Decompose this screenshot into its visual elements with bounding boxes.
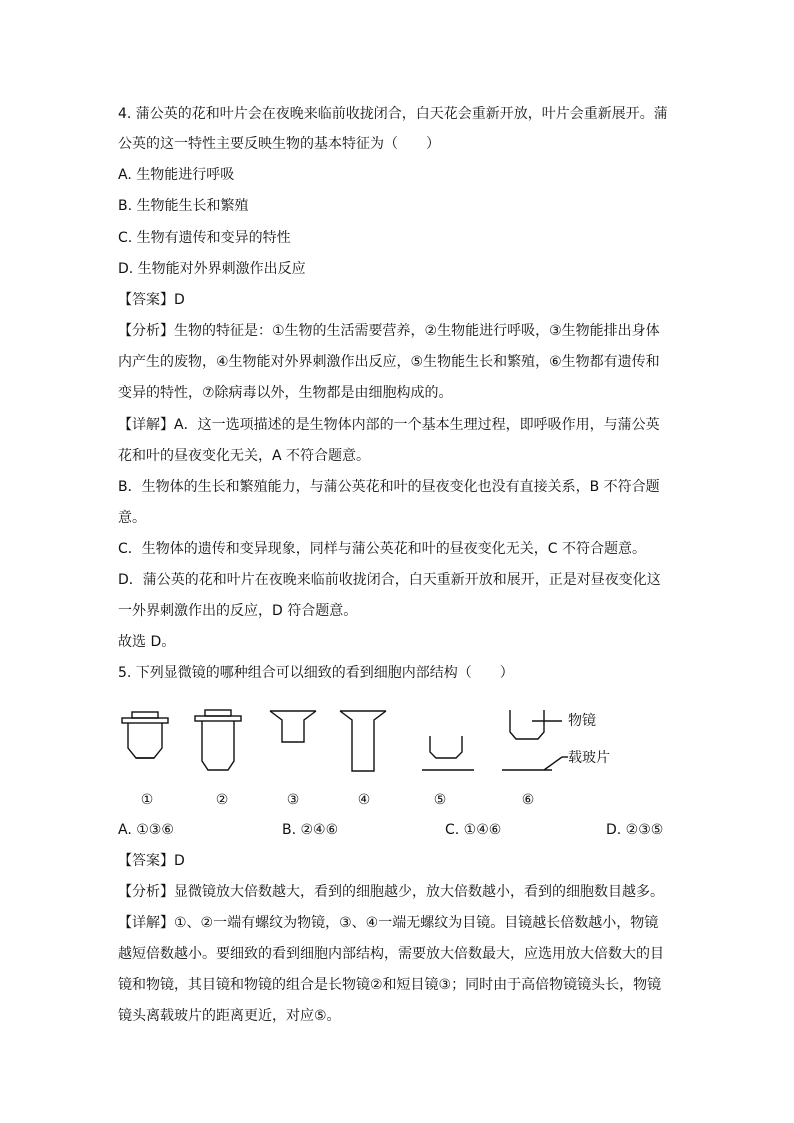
figure-number-4: ④	[357, 792, 371, 808]
q5-detail-line3: 镜和物镜，其目镜和物镜的组合是长物镜②和短目镜③；同时由于高倍物镜镜头长，物镜	[118, 977, 662, 993]
q4-detail-line5: C．生物体的遗传和变异现象，同样与蒲公英花和叶的昼夜变化无关，C 不符合题意。	[118, 541, 646, 557]
figure-number-1: ①	[140, 792, 154, 808]
q5-option-a: A. ①③⑥	[118, 822, 174, 838]
q4-analysis-line3: 变异的特性，⑦除病毒以外，生物都是由细胞构成的。	[118, 385, 453, 401]
q4-stem-line1: 4. 蒲公英的花和叶片会在夜晚来临前收拢闭合，白天花会重新开放，叶片会重新展开。蒲	[118, 106, 668, 122]
objective-slide-5-icon	[422, 736, 474, 770]
label-slide: 载玻片	[568, 750, 610, 766]
q5-detail-line4: 镜头离载玻片的距离更近，对应⑤。	[118, 1008, 341, 1024]
eyepiece-4-icon	[340, 711, 386, 771]
objective-lens-1-icon	[122, 712, 168, 758]
q4-detail-line1: 【详解】A．这一选项描述的是生物体内部的一个基本生理过程，即呼吸作用，与蒲公英	[118, 417, 660, 433]
q4-option-c: C. 生物有遗传和变异的特性	[118, 230, 291, 246]
figure-number-2: ②	[215, 792, 229, 808]
figure-number-5: ⑤	[433, 792, 447, 808]
microscope-lens-figure	[100, 700, 660, 812]
q4-analysis-line1: 【分析】生物的特征是：①生物的生活需要营养，②生物能进行呼吸，③生物能排出身体	[118, 323, 660, 339]
figure-number-6: ⑥	[521, 792, 535, 808]
objective-slide-6-icon	[502, 710, 568, 770]
q4-detail-line7: 一外界刺激作出的反应，D 符合题意。	[118, 603, 358, 619]
q5-option-d: D. ②③⑤	[606, 822, 664, 838]
q4-conclusion: 故选 D。	[118, 634, 176, 650]
q4-option-d: D. 生物能对外界刺激作出反应	[118, 261, 306, 277]
q5-detail-line2: 越短倍数越小。要细致的看到细胞内部结构，需要放大倍数最大，应选用放大倍数大的目	[118, 946, 664, 962]
objective-lens-2-icon	[195, 710, 241, 770]
q5-option-c: C. ①④⑥	[445, 822, 502, 838]
q4-option-b: B. 生物能生长和繁殖	[118, 198, 249, 214]
q4-answer: 【答案】D	[118, 292, 185, 308]
label-objective: 物镜	[568, 713, 596, 729]
q4-option-a: A. 生物能进行呼吸	[118, 167, 235, 183]
figure-number-3: ③	[286, 792, 300, 808]
q4-detail-line3: B．生物体的生长和繁殖能力，与蒲公英花和叶的昼夜变化也没有直接关系，B 不符合题	[118, 479, 660, 495]
q4-detail-line6: D．蒲公英的花和叶片在夜晚来临前收拢闭合，白天重新开放和展开，正是对昼夜变化这	[118, 572, 661, 588]
q4-detail-line4: 意。	[118, 510, 146, 526]
q4-analysis-line2: 内产生的废物，④生物能对外界刺激作出反应，⑤生物能生长和繁殖，⑥生物都有遗传和	[118, 354, 660, 370]
q5-analysis: 【分析】显微镜放大倍数越大，看到的细胞越少，放大倍数越小，看到的细胞数目越多。	[118, 884, 664, 900]
q5-detail-line1: 【详解】①、②一端有螺纹为物镜，③、④一端无螺纹为目镜。目镜越长倍数越小，物镜	[118, 915, 659, 931]
q5-option-b: B. ②④⑥	[282, 822, 339, 838]
q4-detail-line2: 花和叶的昼夜变化无关，A 不符合题意。	[118, 448, 371, 464]
eyepiece-3-icon	[270, 711, 316, 742]
q4-stem-line2: 公英的这一特性主要反映生物的基本特征为（ ）	[118, 136, 440, 152]
q5-answer: 【答案】D	[118, 853, 185, 869]
q5-stem: 5. 下列显微镜的哪种组合可以细致的看到细胞内部结构（ ）	[118, 665, 514, 681]
